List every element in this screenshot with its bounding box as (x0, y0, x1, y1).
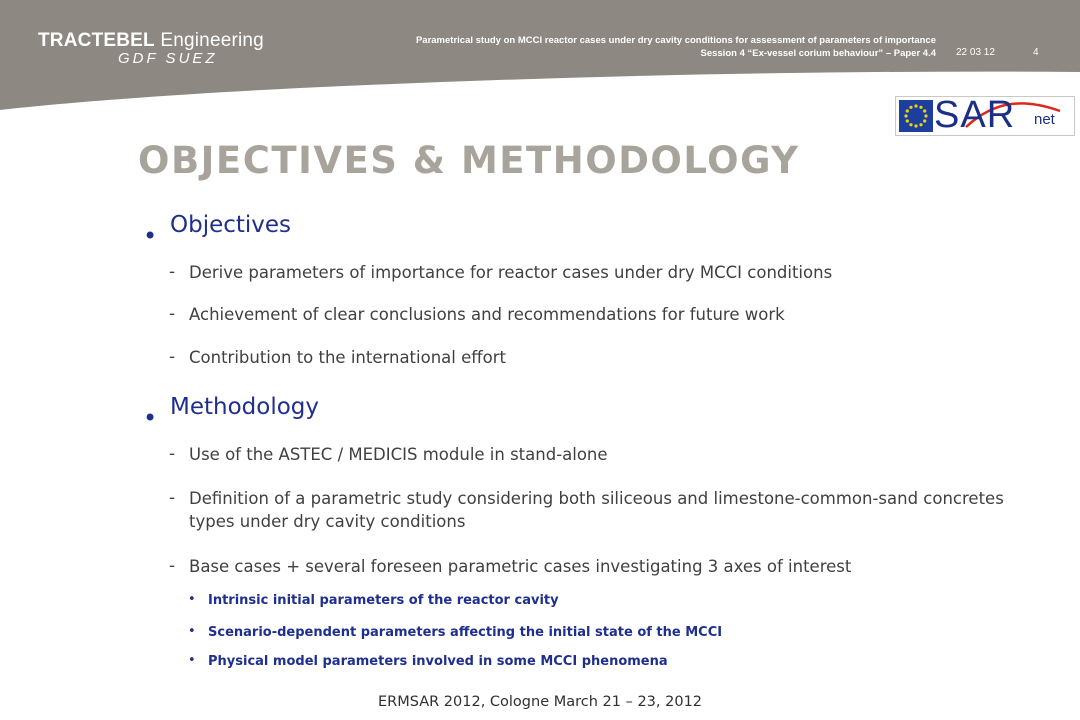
axis-of-interest-item: Scenario-dependent parameters affecting the initial state of the MCCI (208, 625, 723, 640)
header-title-line1: Parametrical study on MCCI reactor cases under dry cavity conditions for assessment of parameters of importance (415, 35, 936, 46)
sarnet-logo (895, 96, 1075, 136)
eu-stars (899, 100, 933, 132)
logo-company: TRACTEBEL (38, 30, 155, 51)
footer-text: ERMSAR 2012, Cologne March 21 – 23, 2012 (377, 694, 703, 710)
objective-item: Achievement of clear conclusions and recommendations for future work (189, 305, 785, 324)
dash-marker: - (169, 304, 176, 324)
sub-bullet-icon: • (188, 592, 196, 607)
dash-marker: - (169, 444, 176, 464)
sarnet-logo-main: SAR (934, 94, 1016, 136)
eu-flag-icon (899, 100, 933, 132)
axis-of-interest-item: Physical model parameters involved in some MCCI phenomena (208, 654, 668, 669)
header-band (0, 0, 1080, 110)
methodology-item: Base cases + several foreseen parametric cases investigating 3 axes of interest (189, 557, 852, 576)
tractebel-logo (38, 30, 264, 52)
logo-division: Engineering (160, 30, 264, 51)
slide-title: OBJECTIVES & METHODOLOGY (138, 139, 800, 182)
dash-marker: - (169, 556, 176, 576)
header-date: 22 03 12 (956, 47, 995, 58)
sub-bullet-icon: • (188, 624, 196, 639)
page-number: 4 (1033, 47, 1039, 58)
methodology-item: Use of the ASTEC / MEDICIS module in stand-alone (189, 445, 608, 464)
gdf-suez-logo: GDF SUEZ (118, 50, 218, 67)
axis-of-interest-item: Intrinsic initial parameters of the reactor cavity (208, 593, 559, 608)
header-title-line2: Session 4 “Ex-vessel corium behaviour” – Paper 4.4 (700, 48, 936, 59)
objective-item: Contribution to the international effort (189, 348, 506, 367)
header-title (416, 34, 936, 60)
dash-marker: - (169, 347, 176, 367)
dash-marker: - (169, 262, 176, 282)
methodology-heading: Methodology (170, 394, 320, 420)
sub-bullet-icon: • (188, 653, 196, 668)
sarnet-logo-suffix: net (1034, 111, 1055, 128)
dash-marker: - (169, 488, 176, 508)
bullet-icon: • (143, 222, 158, 250)
bullet-icon: • (143, 404, 158, 432)
objectives-heading: Objectives (170, 212, 292, 238)
methodology-item: Definition of a parametric study considering both siliceous and limestone-common-sand concretes types under dry cavity conditions (189, 489, 1004, 531)
objective-item: Derive parameters of importance for reactor cases under dry MCCI conditions (189, 263, 833, 282)
